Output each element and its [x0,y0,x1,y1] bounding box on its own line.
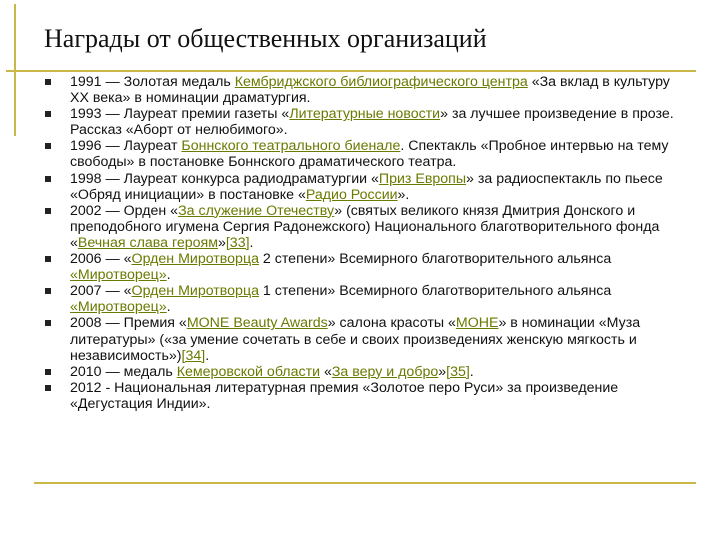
link[interactable]: Кемеровской области [176,363,320,380]
item-text: 2002 — Орден « [70,202,179,219]
item-text: » за лучшее произведение в прозе. Рассказ «Аборт от нелюбимого». [70,106,674,139]
link[interactable]: «Миротворец» [70,299,167,316]
item-text: 1993 — Лауреат премии газеты « [70,106,290,123]
bullet-icon [45,176,51,182]
item-text: . [249,234,254,251]
list-item [0,315,720,363]
bullet-icon [45,369,51,375]
bullet-icon [45,320,51,326]
item-text: 2007 — « [70,283,132,300]
link[interactable]: [35] [446,363,470,380]
link[interactable]: Радио России [305,186,398,203]
item-text: . Спектакль «Пробное интервью на тему свободы» в постановке Боннского драматического театра. [70,138,669,171]
item-text: » за радиоспектакль по пьесе «Обряд инициации» в постановке « [70,170,663,203]
link[interactable]: За служение Отечеству [178,202,335,219]
link[interactable]: [34] [181,347,206,364]
item-text: 1996 — Лауреат [70,138,182,155]
bullet-icon [45,385,51,391]
link[interactable]: Приз Европы [378,170,467,187]
item-text: 1998 — Лауреат конкурса радиодраматургии « [70,170,379,187]
list-item [0,138,720,170]
link[interactable]: Кембриджского библиографического центра [234,74,528,90]
link[interactable]: [33] [225,234,250,251]
item-text: » [217,234,226,251]
item-text: 2010 — медаль [70,363,177,380]
item-text: . [166,299,171,316]
item-text: » в номинации «Муза литературы» («за умение сочетать в себе и своих произведениях женскую мягкость и независимость») [70,315,641,364]
item-text: 1991 — Золотая медаль [70,74,235,90]
item-text: « [320,363,332,380]
item-text: . [205,347,210,364]
item-text: 2008 — Премия « [70,315,187,332]
link[interactable]: Литературные новости [289,106,441,123]
item-text: 2012 - Национальная литературная премия «Золотое перо Руси» за произведение «Дегустация Индии». [70,379,619,412]
bullet-icon [45,143,51,149]
awards-list [0,74,720,412]
list-item [0,74,720,106]
item-text: » [438,363,447,380]
bullet-icon [45,288,51,294]
item-text: 2 степени» Всемирного благотворительного альянса [258,251,612,268]
item-text: «За вклад в культуру XX века» в номинации драматургия. [70,74,670,107]
list-item [0,203,720,251]
link[interactable]: За веру и добро [331,363,439,380]
decor-bottom-line [34,482,696,484]
bullet-icon [45,256,51,262]
link[interactable]: Орден Миротворца [131,251,259,268]
bullet-icon [45,111,51,117]
list-item [0,364,720,380]
page-title: Награды от общественных организаций [44,24,487,53]
list-item [0,171,720,203]
link[interactable]: MOHE [455,315,499,332]
link[interactable]: Боннского театрального биенале [181,138,401,155]
link[interactable]: «Миротворец» [70,267,167,284]
item-text: . [166,267,171,284]
item-text: . [469,363,474,380]
bullet-icon [45,79,51,85]
link[interactable]: MONE Beauty Awards [186,315,328,332]
item-text: » салона красоты « [327,315,456,332]
decor-title-underline [6,70,696,72]
list-item [0,251,720,283]
link[interactable]: Орден Миротворца [131,283,259,300]
list-item [0,283,720,315]
item-text: 1 степени» Всемирного благотворительного альянса [258,283,612,300]
bullet-icon [45,208,51,214]
list-item [0,106,720,138]
item-text: ». [397,186,410,203]
list-item [0,380,720,412]
link[interactable]: Вечная слава героям [77,234,218,251]
item-text: » (святых великого князя Дмитрия Донского и преподобного игумена Сергия Радонежского) Национального благотворительного фонда « [70,202,660,251]
item-text: 2006 — « [70,251,132,268]
